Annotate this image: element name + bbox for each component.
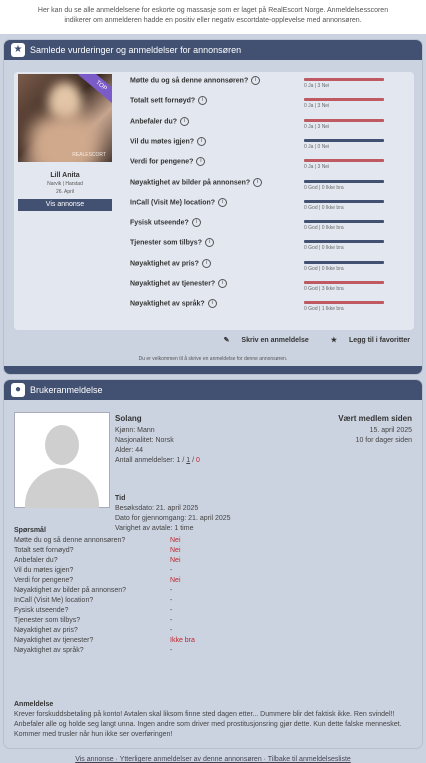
question-text: Totalt sett fornøyd? (14, 547, 74, 554)
rating-bar (304, 139, 384, 142)
rating-question-text: Anbefaler du? (130, 117, 178, 125)
intro-line-2: indikerer om anmelderen hadde en positiv eller negativ escortdate-opplevelse med annonsøren. (64, 17, 362, 24)
top-ribbon: TOP (78, 74, 112, 107)
rating-question (130, 76, 260, 85)
rating-count: 0 Ja | 3 Nei (304, 164, 330, 171)
rating-question-text: InCall (Visit Me) location? (130, 199, 216, 207)
duration: Varighet av avtale: 1 time (115, 525, 194, 532)
review-count-link[interactable]: 1 (186, 457, 191, 464)
rating-row (130, 96, 414, 116)
rating-question-text: Tjenester som tilbys? (130, 239, 202, 247)
rating-bar-fill (304, 281, 384, 284)
add-favorite-button[interactable] (321, 337, 410, 344)
rating-bar (304, 78, 384, 81)
rating-count: 0 God | 0 Ikke bra (304, 184, 344, 191)
rating-count: 0 Ja | 3 Nei (304, 83, 330, 89)
rating-count: 0 God | 0 Ikke bra (304, 265, 344, 272)
info-icon[interactable]: i (197, 137, 206, 146)
profile-name[interactable]: Lill Anita (50, 172, 80, 179)
review-count-sep: / (192, 457, 195, 464)
user-age: Alder: 44 (115, 447, 144, 454)
rating-bar (304, 180, 384, 183)
question-text: Verdi for pengene? (14, 577, 74, 584)
user-info (115, 414, 200, 466)
rating-bar-fill (304, 98, 384, 101)
star-icon: ★ (330, 337, 337, 344)
rating-question-text: Nøyaktighet av tjenester? (130, 280, 216, 288)
review-count-label: Antall anmeldelser: 1 / (115, 457, 185, 464)
question-answer: Ikke bra (170, 637, 195, 644)
review-text: Krever forskuddsbetaling på konto! Avtalen skal liksom finne sted dagen etter... Dummere blir det faktisk ikke. Ren svindel!! Anbefaler alle og holde seg langt unna. Ingen andre som driver med prostitusjonsring gjør dette. Kun dette falske mennesket. Kommer med trusler når hun ikke ser overføringen! (14, 711, 402, 738)
rating-bar-fill (304, 200, 384, 203)
question-answer: - (170, 647, 173, 654)
rating-count: 0 God | 1 Ikke bra (304, 306, 344, 313)
question-text: Nøyaktighet av pris? (14, 627, 78, 634)
rating-bar (304, 159, 384, 162)
question-answer: - (170, 567, 173, 574)
question-answer: Nei (170, 547, 181, 554)
rating-row (130, 198, 414, 218)
question-row (14, 626, 414, 636)
info-icon[interactable]: i (202, 259, 211, 268)
question-text: Nøyaktighet av tjenester? (14, 637, 94, 644)
question-answer: - (170, 587, 173, 594)
question-text: Møtte du og så denne annonsøren? (14, 537, 126, 544)
info-icon[interactable]: i (253, 178, 262, 187)
question-answer: - (170, 617, 173, 624)
rating-question-text: Vil du møtes igjen? (130, 138, 195, 146)
rating-row (130, 178, 414, 198)
rating-question (130, 157, 205, 166)
user-review-count (115, 456, 200, 466)
member-since-date: 15. april 2025 (369, 427, 412, 434)
questions-title: Spørsmål (14, 527, 46, 534)
rating-count: 0 God | 0 Ikke bra (304, 245, 344, 252)
rating-row (130, 299, 414, 319)
question-text: Vil du møtes igjen? (14, 567, 74, 574)
summary-title: Samlede vurderinger og anmeldelser for annonsøren (30, 45, 242, 55)
rating-row (130, 238, 414, 258)
user-gender: Kjønn: Mann (115, 427, 155, 434)
avatar-body (25, 468, 99, 508)
review-count-negative: 0 (195, 457, 200, 464)
info-icon[interactable]: i (192, 218, 201, 227)
rating-question-text: Totalt sett fornøyd? (130, 97, 196, 105)
question-answer: Nei (170, 577, 181, 584)
footer-links[interactable]: Vis annonse · Ytterligere anmeldelser av denne annonsøren · Tilbake til anmeldelsesliste (75, 756, 351, 763)
rating-bar (304, 98, 384, 101)
info-icon[interactable]: i (218, 198, 227, 207)
avatar (14, 412, 110, 508)
rating-question (130, 178, 262, 187)
rating-bar (304, 301, 384, 304)
rating-count: 0 God | 0 Ikke bra (304, 225, 344, 232)
summary-inner (14, 72, 414, 330)
rating-bar-fill (304, 159, 384, 162)
rating-count: 0 Ja | 3 Nei (304, 103, 330, 110)
rating-question-text: Nøyaktighet av språk? (130, 300, 205, 308)
profile-location: Narvik | Harstad (47, 181, 83, 187)
rating-question-text: Nøyaktighet av bilder på annonsen? (130, 178, 251, 186)
pencil-icon: ✎ (223, 337, 230, 344)
question-row (14, 586, 414, 596)
rating-bar-fill (304, 301, 384, 304)
write-review-button[interactable] (214, 337, 309, 344)
rating-bar-fill (304, 78, 384, 81)
rating-question-text: Nøyaktighet av pris? (130, 260, 199, 268)
rating-count: 0 Ja | 3 Nei (304, 123, 330, 130)
question-row (14, 606, 414, 616)
info-icon[interactable]: i (180, 117, 189, 126)
question-row (14, 566, 414, 576)
rating-count: 0 God | 3 Ikke bra (304, 286, 344, 292)
question-answer: - (170, 627, 173, 634)
rating-question (130, 198, 227, 207)
write-review-label: Skriv en anmeldelse (241, 337, 309, 344)
intro-line-1: Her kan du se alle anmeldelsene for eskorte og massasje som er laget på RealEscort Norge. Anmeldelsesscoren (37, 7, 389, 14)
question-answer: Nei (170, 557, 181, 564)
time-title: Tid (115, 495, 126, 502)
rating-bar-fill (304, 119, 384, 122)
rating-question-text: Fysisk utseende? (130, 219, 189, 227)
member-since-title: Vært medlem siden (338, 414, 412, 423)
question-answer: - (170, 597, 173, 604)
rating-bar (304, 261, 384, 264)
rating-bar-fill (304, 139, 384, 142)
rating-bar-fill (304, 220, 384, 223)
rating-count: 0 God | 0 Ikke bra (304, 204, 344, 211)
info-icon[interactable]: i (208, 299, 217, 308)
rating-bar (304, 240, 384, 243)
rating-bar-fill (304, 240, 384, 243)
rating-bar (304, 281, 384, 284)
rating-question (130, 96, 207, 105)
member-since-days: 10 for dager siden (355, 437, 412, 444)
rating-question (130, 279, 227, 288)
question-row (14, 546, 414, 556)
question-row (14, 646, 414, 656)
rating-bar-fill (304, 180, 384, 183)
summary-actions (204, 336, 410, 344)
rating-row (130, 157, 414, 177)
visit-date: Besøksdato: 21. april 2025 (115, 505, 199, 512)
rating-bar (304, 200, 384, 203)
summary-bottom-bar (4, 366, 422, 374)
rating-row (130, 76, 414, 96)
rating-count: 0 Ja | 0 Nei (304, 143, 330, 150)
reviews-header (4, 380, 422, 400)
review-title: Anmeldelse (14, 701, 54, 708)
user-nationality: Nasjonalitet: Norsk (115, 437, 174, 444)
rating-row (130, 117, 414, 137)
rating-question (130, 259, 211, 268)
avatar-head (45, 425, 79, 465)
info-icon[interactable]: i (205, 238, 214, 247)
rating-row (130, 279, 414, 299)
rating-row (130, 218, 414, 238)
rating-question-text: Verdi for pengene? (130, 158, 194, 166)
question-text: InCall (Visit Me) location? (14, 597, 94, 604)
rating-question (130, 299, 217, 308)
user-icon: ● (11, 383, 25, 397)
question-text: Tjenester som tilbys? (14, 617, 81, 624)
questions-list (14, 536, 414, 656)
member-info (338, 414, 412, 446)
rating-bar-fill (304, 261, 384, 264)
question-text: Nøyaktighet av bilder på annonsen? (14, 587, 127, 594)
info-icon[interactable]: i (198, 96, 207, 105)
rating-row (130, 259, 414, 279)
summary-panel (4, 40, 422, 374)
review-date: Dato for gjennomgang: 21. april 2025 (115, 515, 231, 522)
question-text: Nøyaktighet av språk? (14, 647, 84, 654)
star-box-icon: ★ (11, 43, 25, 57)
info-icon[interactable]: i (196, 157, 205, 166)
question-row (14, 636, 414, 646)
profile-card (18, 74, 112, 211)
watermark: REALESCORT (72, 152, 106, 158)
question-row (14, 616, 414, 626)
invite-text: Du er velkommen til å skrive en anmeldelse for denne annonsøren. (138, 356, 288, 362)
question-answer: - (170, 607, 173, 614)
summary-header (4, 40, 422, 60)
reviews-panel (4, 380, 422, 763)
review-section (14, 700, 412, 740)
profile-date: 26. April (55, 189, 75, 195)
rating-question (130, 238, 214, 247)
reviews-title: Brukeranmeldelse (30, 385, 103, 395)
profile-photo[interactable] (18, 74, 112, 162)
rating-question (130, 117, 189, 126)
intro-text (0, 0, 426, 34)
question-answer: Nei (170, 537, 181, 544)
rating-bar (304, 119, 384, 122)
rating-question-text: Møtte du og så denne annonsøren? (130, 77, 249, 85)
rating-question (130, 137, 206, 146)
info-icon[interactable]: i (218, 279, 227, 288)
info-icon[interactable]: i (251, 76, 260, 85)
rating-bar (304, 220, 384, 223)
user-name: Solang (115, 414, 142, 423)
question-row (14, 556, 414, 566)
view-ad-button[interactable]: Vis annonse (18, 199, 112, 211)
questions-section (14, 526, 414, 656)
rating-row (130, 137, 414, 157)
add-favorite-label: Legg til i favoritter (348, 337, 410, 344)
question-row (14, 536, 414, 546)
question-row (14, 596, 414, 606)
question-text: Fysisk utseende? (14, 607, 69, 614)
rating-question (130, 218, 201, 227)
question-row (14, 576, 414, 586)
question-text: Anbefaler du? (14, 557, 58, 564)
